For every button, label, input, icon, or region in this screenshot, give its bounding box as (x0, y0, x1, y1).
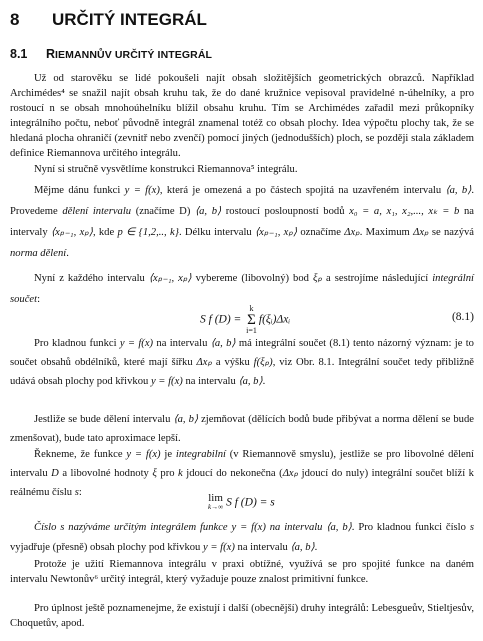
equation-limit (10, 494, 474, 518)
paragraph-other-integrals: Pro úplnost ještě poznamenejme, že existují i další (obecnější) druhy integrálů: Lebesgueův, Stieltjesův, Choquetův, apod. (10, 603, 474, 629)
section-title-rest: IEMANNŮV URČITÝ INTEGRÁL (55, 49, 213, 61)
chapter-number: 8 (10, 10, 20, 29)
equation-rhs: f(ξᵢ)Δxᵢ (258, 313, 291, 326)
section-title-initial: R (46, 47, 56, 61)
paragraph-definite-integral: Číslo s nazýváme určitým integrálem funkce y = f(x) na intervalu ⟨a, b⟩. Pro kladnou funkci číslo s vyjadřuje (přesně) obsah plochy pod křivkou y = f(x) na intervalu ⟨a, b⟩. (10, 522, 474, 553)
chapter-title: URČITÝ INTEGRÁL (52, 10, 207, 29)
limit-operator: lim k→∞ (208, 492, 224, 511)
paragraph-meaning: Pro kladnou funkci y = f(x) na intervalu ⟨a, b⟩ má integrální součet (8.1) tento názorný význam: je to součet obsahů obdélníků, které mají šířku Δxₚ a výšku f(ξₚ), viz Obr. 8.1. Integrální součet tedy přibližně udává obsah plochy pod křivkou y = f(x) na intervalu ⟨a, b⟩. (10, 338, 474, 387)
section-heading (10, 47, 212, 61)
paragraph-construction: Nyní si stručně vysvětlíme konstrukci Riemannova⁵ integrálu. (34, 164, 298, 175)
section-number: 8.1 (10, 47, 28, 61)
paragraph-newton: Protože je užití Riemannova integrálu v praxi obtížné, využívá se pro spojité funkce na daném intervalu Newtonův⁶ určitý integrál, který vyžaduje pouze znalost primitivní funkce. (10, 559, 474, 585)
paragraph-refinement: Jestliže se bude dělení intervalu ⟨a, b⟩ zjemňovat (dělících bodů bude přibývat a norma dělení se bude zmenšovat), bude tato aproximace lepší. (10, 414, 474, 444)
paragraph-integrable: Řekneme, že funkce y = f(x) je integrabilní (v Riemannově smyslu), jestliže se pro libovolné dělení intervalu D a libovolné hodnoty ξ pro k jdoucí do nekonečna (Δxₚ jdoucí do nuly) integrální součet blíží k reálnému číslu s: (10, 449, 474, 498)
paragraph-integral-sum: Nyní z každého intervalu ⟨xₚ₋₁, xₚ⟩ vybereme (libovolný) bod ξₚ a sestrojíme následující integrální součet: (10, 273, 474, 305)
equation-lhs: S f (D) = (200, 313, 245, 326)
equation-8-1 (10, 305, 474, 335)
paragraph-division: Mějme dánu funkci y = f(x), která je omezená a po částech spojitá na uzavřeném intervalu ⟨a, b⟩. Provedeme dělení intervalu (značíme D) ⟨a, b⟩ rostoucí posloupností bodů x₀ = a, x₁, x₂,..., xₖ = b na intervaly ⟨xₚ₋₁, xₚ⟩, kde p ∈ {1,2,.., k}. Délku intervalu ⟨xₚ₋₁, xₚ⟩ označíme Δxₚ. Maximum Δxₚ se nazývá norma dělení. (10, 185, 475, 259)
limit-body: S f (D) = s (226, 496, 275, 509)
paragraph-intro: Už od starověku se lidé pokoušeli najít obsah složitějších geometrických obrazců. Například Archimédes⁴ se snažil najít obsah kruhu tak, že do dané kružnice vepisoval pravidelné n-úhelníky, a pro rostoucí n se obsah mnohoúhelníku blížil obsahu kruhu. Tím se Archimédes zařadil mezi průkopníky integrálního počtu, neboť původně integrál znamenal totéž co obsah plochy. Idea výpočtu plochy tak, že se hledaná plocha ohraničí (zevnitř nebo zvenčí) pomocí jiných (jednodušších) ploch, se později stala základem definice Riemannova určitého integrálu. (10, 73, 474, 159)
sum-operator: k Σ i=1 (246, 304, 257, 335)
equation-label: (8.1) (451, 311, 474, 323)
chapter-heading (10, 10, 207, 30)
